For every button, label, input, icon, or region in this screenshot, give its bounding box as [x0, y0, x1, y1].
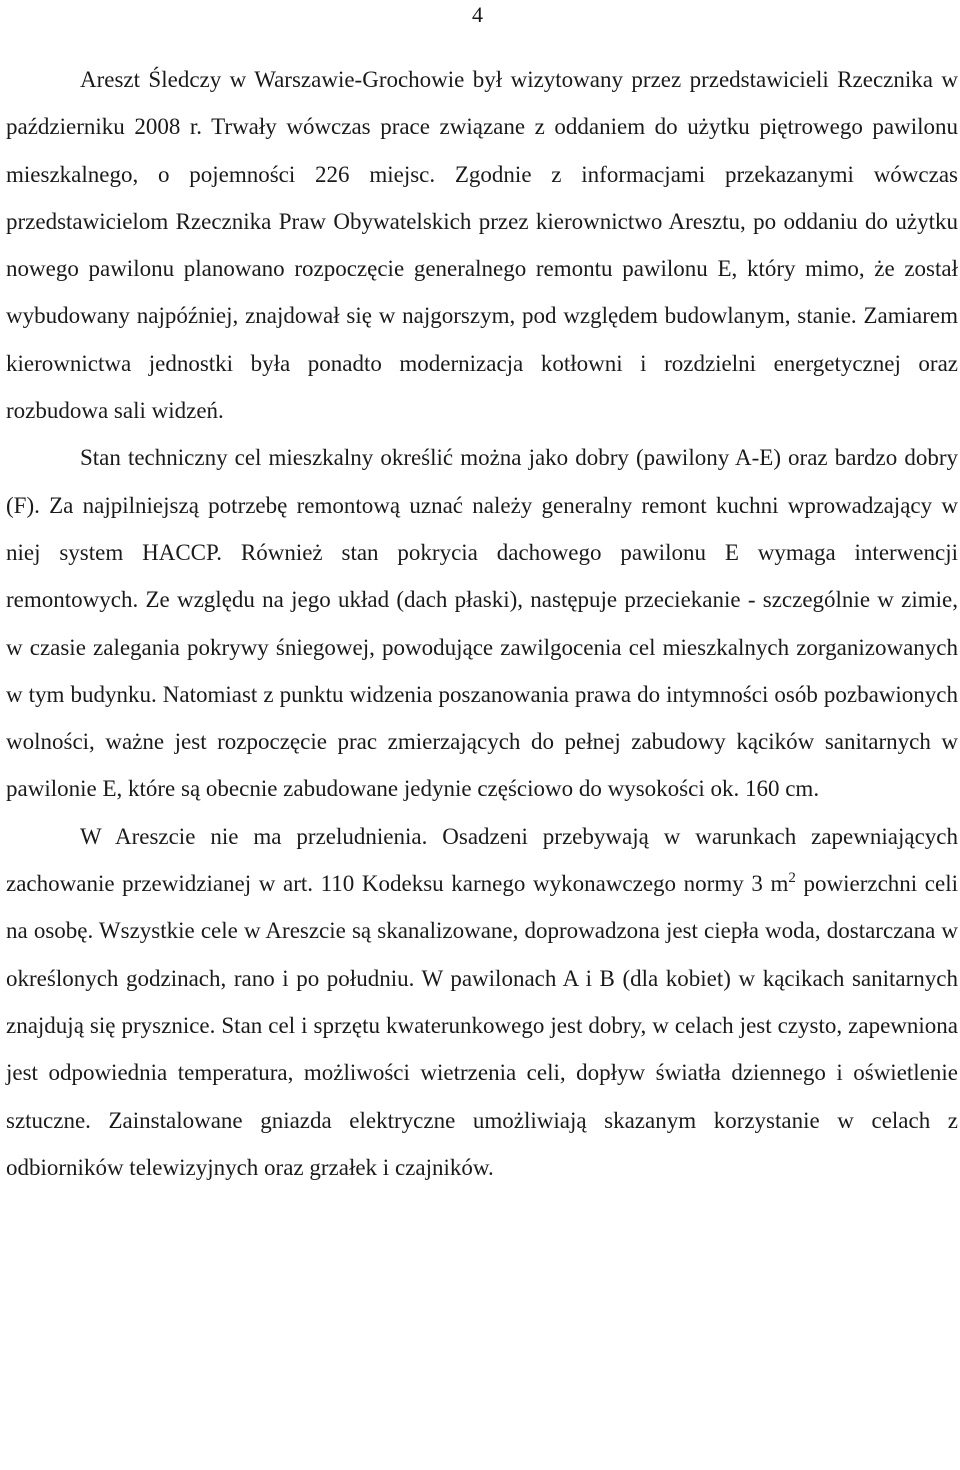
- paragraph-2: Stan techniczny cel mieszkalny określić można jako dobry (pawilony A-E) oraz bardzo dobry (F). Za najpilniejszą potrzebę remontową uznać należy generalny remont kuchni wprowadzający w niej system HACCP. Również stan pokrycia dachowego pawilonu E wymaga interwencji remontowych. Ze względu na jego układ (dach płaski), następuje przeciekanie - szczególnie w zimie, w czasie zalegania pokrywy śniegowej, powodujące zawilgocenia cel mieszkalnych zorganizowanych w tym budynku. Natomiast z punktu widzenia poszanowania prawa do intymności osób pozbawionych wolności, ważne jest rozpoczęcie prac zmierzających do pełnej zabudowy kącików sanitarnych w pawilonie E, które są obecnie zabudowane jedynie częściowo do wysokości ok. 160 cm.: [6, 445, 958, 802]
- superscript-square: 2: [788, 870, 796, 887]
- paragraph-3-text-before: W Areszcie nie ma przeludnienia. Osadzeni przebywają w warunkach zapewniających zachowanie przewidzianej w art. 110 Kodeksu karnego wykonawczego normy 3 m: [6, 823, 958, 897]
- body-text: [6, 56, 958, 1191]
- paragraph-3-text-after: powierzchni celi na osobę. Wszystkie cele w Areszcie są skanalizowane, doprowadzona jest ciepła woda, dostarczana w określonych godzinach, rano i po południu. W pawilonach A i B (dla kobiet) w kącikach sanitarnych znajdują się prysznice. Stan cel i sprzętu kwaterunkowego jest dobry, w celach jest czysto, zapewniona jest odpowiednia temperatura, możliwości wietrzenia celi, dopływ światła dziennego i oświetlenie sztuczne. Zainstalowane gniazda elektryczne umożliwiają skazanym korzystanie w celach z odbiorników telewizyjnych oraz grzałek i czajników.: [6, 871, 958, 1180]
- paragraph-3: [6, 813, 958, 1191]
- paragraph-1: Areszt Śledczy w Warszawie-Grochowie był wizytowany przez przedstawicieli Rzecznika w październiku 2008 r. Trwały wówczas prace związane z oddaniem do użytku piętrowego pawilonu mieszkalnego, o pojemności 226 miejsc. Zgodnie z informacjami przekazanymi wówczas przedstawicielom Rzecznika Praw Obywatelskich przez kierownictwo Aresztu, po oddaniu do użytku nowego pawilonu planowano rozpoczęcie generalnego remontu pawilonu E, który mimo, że został wybudowany najpóźniej, znajdował się w najgorszym, pod względem budowlanym, stanie. Zamiarem kierownictwa jednostki była ponadto modernizacja kotłowni i rozdzielni energetycznej oraz rozbudowa sali widzeń.: [6, 67, 958, 424]
- page-number: 4: [472, 2, 483, 27]
